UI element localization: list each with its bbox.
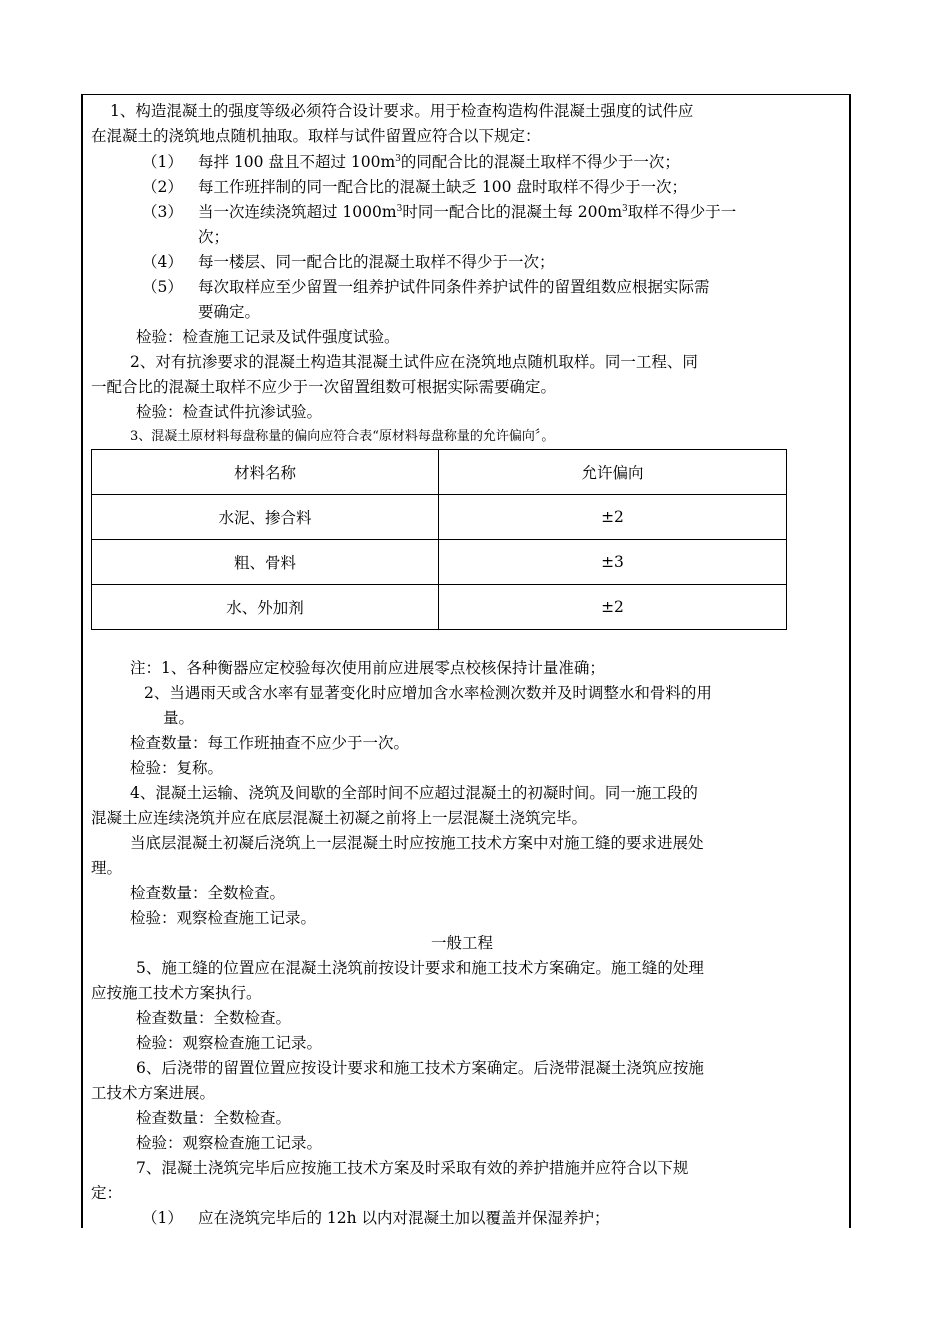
superscript: 3 [622,203,628,214]
item-number: （2） [142,178,183,196]
paragraph-5-line-2: 应按施工技术方案执行。 [91,984,262,1002]
paragraph-1-line-2: 在混凝土的浇筑地点随机抽取。取样与试件留置应符合以下规定： [91,127,541,145]
paragraph-2-line-1: 2、对有抗渗要求的混凝土构造其混凝土试件应在浇筑地点随机取样。同一工程、同 [130,353,698,371]
inspection-line: 检验：检查施工记录及试件强度试验。 [136,328,400,346]
list-item [142,275,710,299]
paragraph-6-line-1: 6、后浇带的留置位置应按设计要求和施工技术方案确定。后浇带混凝土浇筑应按施 [136,1059,704,1077]
list-item [142,175,687,199]
inspection-line: 检验：观察检查施工记录。 [136,1034,323,1052]
item-number: （3） [142,203,183,221]
section-heading: 一般工程 [431,934,494,952]
note-2: 2、当遇雨天或含水率有显著变化时应增加含水率检测次数并及时调整水和骨料的用 [144,684,712,702]
paragraph-3: 3、混凝土原材料每盘称量的偏向应符合表“原材料每盘称量的允许偏向〞。 [130,429,555,444]
paragraph-2-line-2: 一配合比的混凝土取样不应少于一次留置组数可根据实际需要确定。 [91,378,557,396]
quantity-line: 检查数量：全数检查。 [136,1109,292,1127]
list-item [142,200,736,224]
item-text: 时同一配合比的混凝土每 200m [402,203,623,221]
quantity-line: 检查数量：每工作班抽查不应少于一次。 [130,734,410,752]
paragraph-4-line-1: 4、混凝土运输、浇筑及间歇的全部时间不应超过混凝土的初凝时间。同一施工段的 [130,784,698,802]
tolerance-table [91,449,787,630]
table-cell: 粗、骨料 [92,540,439,585]
item-number: （1） [142,153,183,171]
paragraph-1-line-1: 1、构造混凝土的强度等级必须符合设计要求。用于检查构造构件混凝土强度的试件应 [110,102,694,120]
table-row [92,540,787,585]
item-number: （5） [142,278,183,296]
list-item [142,150,680,174]
table-cell: ±3 [439,540,787,585]
paragraph-7-line-2: 定： [91,1184,123,1202]
inspection-line: 检验：观察检查施工记录。 [130,909,317,927]
paragraph-6-line-2: 工技术方案进展。 [91,1084,216,1102]
table-header-row [92,450,787,495]
note-2-continuation: 量。 [163,709,195,727]
paragraph-4-line-2: 混凝土应连续浇筑并应在底层混凝土初凝之前将上一层混凝土浇筑完毕。 [91,809,588,827]
table-header-cell: 允许偏向 [439,450,787,495]
item-text: 每工作班拌制的同一配合比的混凝土缺乏 100 盘时取样不得少于一次； [198,178,687,196]
table-cell: ±2 [439,495,787,540]
item-text: 当一次连续浇筑超过 1000m [198,203,397,221]
item-text: 取样不得少于一 [627,203,737,221]
table-row [92,495,787,540]
item-number: （4） [142,253,183,271]
list-item [142,250,555,274]
item-text: 的同配合比的混凝土取样不得少于一次； [400,153,680,171]
inspection-line: 检验：检查试件抗渗试验。 [136,403,323,421]
list-item [142,1206,610,1230]
inspection-line: 检验：观察检查施工记录。 [136,1134,323,1152]
list-item-continuation: 要确定。 [198,303,261,321]
table-cell: 水泥、掺合料 [92,495,439,540]
quantity-line: 检查数量：全数检查。 [130,884,286,902]
list-item-continuation: 次； [198,228,230,246]
note-1: 注：1、各种衡器应定校验每次使用前应进展零点校核保持计量准确； [130,659,605,677]
paragraph-4-line-4: 理。 [91,859,123,877]
item-text: 每拌 100 盘且不超过 100m [198,153,396,171]
superscript: 3 [396,203,403,214]
table-row [92,585,787,630]
table-cell: 水、外加剂 [92,585,439,630]
paragraph-4-line-3: 当底层混凝土初凝后浇筑上一层混凝土时应按施工技术方案中对施工缝的要求进展处 [130,834,704,852]
paragraph-5-line-1: 5、施工缝的位置应在混凝土浇筑前按设计要求和施工技术方案确定。施工缝的处理 [136,959,704,977]
item-text: 应在浇筑完毕后的 12h 以内对混凝土加以覆盖并保湿养护； [198,1209,610,1227]
inspection-line: 检验：复称。 [130,759,224,777]
quantity-line: 检查数量：全数检查。 [136,1009,292,1027]
item-number: （1） [142,1209,183,1227]
item-text: 每次取样应至少留置一组养护试件同条件养护试件的留置组数应根据实际需 [198,278,710,296]
paragraph-7-line-1: 7、混凝土浇筑完毕后应按施工技术方案及时采取有效的养护措施并应符合以下规 [136,1159,689,1177]
item-text: 每一楼层、同一配合比的混凝土取样不得少于一次； [198,253,555,271]
table-header-cell: 材料名称 [92,450,439,495]
superscript: 3 [395,153,401,164]
table-cell: ±2 [439,585,787,630]
